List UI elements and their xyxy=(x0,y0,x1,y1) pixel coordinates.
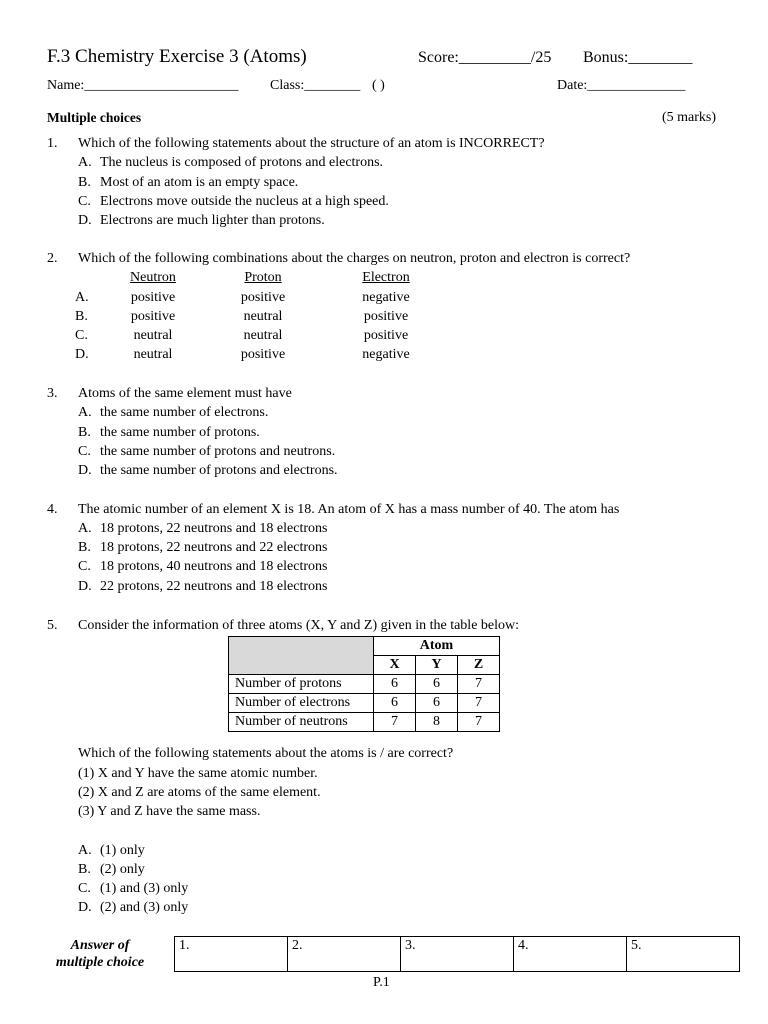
question-number: 1. xyxy=(47,136,58,151)
option-letter: A. xyxy=(78,843,92,858)
table-cell: positive xyxy=(240,347,286,362)
question-number: 2. xyxy=(47,251,58,266)
statement: (3) Y and Z have the same mass. xyxy=(78,804,261,819)
atom-table xyxy=(228,636,500,732)
option-text: (1) only xyxy=(100,843,145,858)
column-header-y: Y xyxy=(416,656,458,675)
page-number: P.1 xyxy=(373,975,390,990)
option-letter: C. xyxy=(78,881,91,896)
row-label: Number of neutrons xyxy=(229,713,374,732)
option-text: Electrons are much lighter than protons. xyxy=(100,213,325,228)
option-text: (2) only xyxy=(100,862,145,877)
answer-box-2[interactable]: 2. xyxy=(288,937,401,972)
question-text: Which of the following statements about the structure of an atom is INCORRECT? xyxy=(78,136,545,151)
date-field[interactable]: Date:______________ xyxy=(557,78,686,93)
answer-grid xyxy=(174,936,740,972)
option-text: Most of an atom is an empty space. xyxy=(100,175,299,190)
question-number: 3. xyxy=(47,386,58,401)
option-text: the same number of protons and electrons. xyxy=(100,463,338,478)
table-cell: positive xyxy=(240,290,286,305)
table-cell: positive xyxy=(130,290,176,305)
table-cell: negative xyxy=(362,290,410,305)
option-letter: B. xyxy=(78,862,91,877)
table-row xyxy=(229,713,500,732)
option-text: The nucleus is composed of protons and electrons. xyxy=(100,155,384,170)
answer-box-5[interactable]: 5. xyxy=(627,937,740,972)
option-letter: D. xyxy=(78,213,92,228)
option-letter: B. xyxy=(78,175,91,190)
question-text: Atoms of the same element must have xyxy=(78,386,292,401)
name-field[interactable]: Name:______________________ xyxy=(47,78,239,93)
row-label: Number of protons xyxy=(229,675,374,694)
column-header-proton: Proton xyxy=(244,270,282,285)
table-cell: 6 xyxy=(374,694,416,713)
option-text: (1) and (3) only xyxy=(100,881,189,896)
option-letter: C. xyxy=(78,194,91,209)
answer-label-line1: Answer of xyxy=(70,938,130,953)
bonus-field[interactable]: Bonus:________ xyxy=(583,49,693,66)
option-letter: B. xyxy=(75,309,88,324)
table-cell: 7 xyxy=(374,713,416,732)
class-number-field[interactable]: ( ) xyxy=(372,78,385,93)
option-letter: C. xyxy=(78,444,91,459)
option-text: Electrons move outside the nucleus at a high speed. xyxy=(100,194,389,209)
option-letter: D. xyxy=(78,463,92,478)
table-row xyxy=(229,675,500,694)
option-letter: A. xyxy=(75,290,89,305)
question-text: Consider the information of three atoms (X, Y and Z) given in the table below: xyxy=(78,618,520,633)
option-text: 22 protons, 22 neutrons and 18 electrons xyxy=(100,579,328,594)
column-header-neutron: Neutron xyxy=(130,270,176,285)
table-cell: positive xyxy=(130,309,176,324)
column-header-electron: Electron xyxy=(362,270,410,285)
statement: (1) X and Y have the same atomic number. xyxy=(78,766,318,781)
option-letter: A. xyxy=(78,155,92,170)
table-corner xyxy=(229,637,374,675)
table-cell: 7 xyxy=(458,713,500,732)
sub-question-text: Which of the following statements about the atoms is / are correct? xyxy=(78,746,454,761)
table-cell: 6 xyxy=(416,675,458,694)
table-cell: positive xyxy=(363,328,409,343)
score-field[interactable]: Score:_________/25 xyxy=(418,49,552,66)
class-field[interactable]: Class:________ xyxy=(270,78,361,93)
column-header-x: X xyxy=(374,656,416,675)
table-cell: 7 xyxy=(458,694,500,713)
table-cell: neutral xyxy=(243,309,283,324)
option-text: the same number of protons. xyxy=(100,425,260,440)
option-letter: D. xyxy=(78,579,92,594)
answer-label xyxy=(40,937,160,971)
table-cell: positive xyxy=(363,309,409,324)
answer-label-line2: multiple choice xyxy=(55,955,145,970)
option-letter: C. xyxy=(75,328,88,343)
table-cell: neutral xyxy=(133,328,173,343)
option-letter: C. xyxy=(78,559,91,574)
answer-box-4[interactable]: 4. xyxy=(514,937,627,972)
table-row xyxy=(229,694,500,713)
option-text: the same number of electrons. xyxy=(100,405,269,420)
worksheet-title: F.3 Chemistry Exercise 3 (Atoms) xyxy=(47,46,307,67)
table-cell: negative xyxy=(362,347,410,362)
option-letter: D. xyxy=(75,347,89,362)
answer-box-3[interactable]: 3. xyxy=(401,937,514,972)
option-letter: B. xyxy=(78,425,91,440)
answer-box-1[interactable]: 1. xyxy=(175,937,288,972)
section-title: Multiple choices xyxy=(47,110,142,125)
option-letter: A. xyxy=(78,405,92,420)
question-number: 4. xyxy=(47,502,58,517)
table-cell: neutral xyxy=(133,347,173,362)
option-letter: D. xyxy=(78,900,92,915)
option-text: the same number of protons and neutrons. xyxy=(100,444,336,459)
question-text: Which of the following combinations about the charges on neutron, proton and electron is correct? xyxy=(78,251,631,266)
table-cell: neutral xyxy=(243,328,283,343)
table-cell: 7 xyxy=(458,675,500,694)
section-marks: (5 marks) xyxy=(662,110,717,125)
table-group-header: Atom xyxy=(374,637,500,656)
option-text: 18 protons, 22 neutrons and 22 electrons xyxy=(100,540,328,555)
option-letter: B. xyxy=(78,540,91,555)
option-letter: A. xyxy=(78,521,92,536)
option-text: (2) and (3) only xyxy=(100,900,189,915)
table-cell: 6 xyxy=(374,675,416,694)
statement: (2) X and Z are atoms of the same element. xyxy=(78,785,321,800)
table-cell: 8 xyxy=(416,713,458,732)
question-number: 5. xyxy=(47,618,58,633)
option-text: 18 protons, 40 neutrons and 18 electrons xyxy=(100,559,328,574)
option-text: 18 protons, 22 neutrons and 18 electrons xyxy=(100,521,328,536)
table-cell: 6 xyxy=(416,694,458,713)
question-text: The atomic number of an element X is 18. An atom of X has a mass number of 40. The atom has xyxy=(78,502,620,517)
row-label: Number of electrons xyxy=(229,694,374,713)
column-header-z: Z xyxy=(458,656,500,675)
